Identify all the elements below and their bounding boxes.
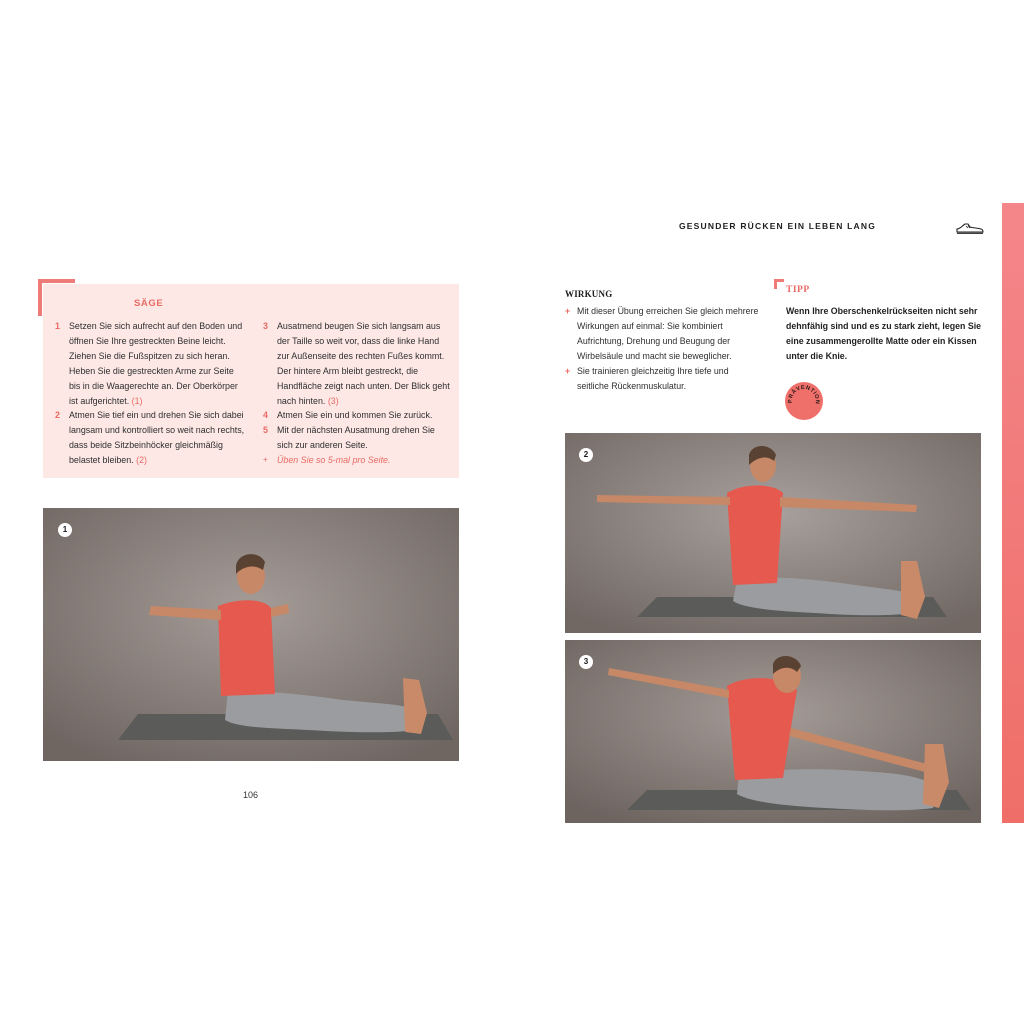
page-number: 106 (243, 790, 259, 800)
photo-1-illustration (43, 508, 459, 761)
wirkung-list (565, 304, 761, 394)
photo-reference: (2) (136, 455, 147, 466)
step-3 (263, 319, 453, 408)
step-number: 5 (263, 425, 268, 436)
exercise-photo-3 (565, 640, 981, 823)
practice-note (263, 453, 453, 468)
step-1 (55, 319, 245, 408)
plus-icon: + (565, 306, 571, 316)
list-item (565, 364, 761, 394)
photo-number-badge: 1 (58, 523, 72, 537)
step-number: 2 (55, 410, 60, 421)
photo-reference: (3) (327, 395, 339, 406)
step-number: 1 (55, 321, 60, 331)
chapter-side-tab (1002, 203, 1024, 823)
badge-text: PRÄVENTION (787, 384, 820, 405)
wirkung-item-text: Sie trainieren gleichzeitig Ihre tiefe und seitliche Rückenmuskulatur. (577, 366, 729, 391)
tipp-label: TIPP (786, 285, 810, 295)
exercise-photo-2 (565, 433, 981, 633)
tipp-text: Wenn Ihre Oberschenkelrückseiten nicht sehr dehnfähig sind und es zu stark zieht, legen Sie eine zusammengerollte Matte oder ein Kissen unter die Knie. (786, 306, 982, 361)
svg-text:PRÄVENTION (788, 385, 820, 405)
steps-column-right (263, 319, 453, 468)
photo-reference: (1) (131, 395, 143, 406)
exercise-title: SÄGE (134, 298, 164, 309)
step-number: 3 (263, 321, 268, 331)
exercise-photo-1 (43, 508, 459, 761)
praevention-badge (785, 382, 823, 420)
photo-3-illustration (565, 640, 981, 823)
step-2 (55, 408, 245, 468)
step-text: Mit der nächsten Ausatmung drehen Sie sich zur anderen Seite. (277, 425, 435, 451)
step-text: Ausatmend beugen Sie sich langsam aus der Taille so weit vor, dass die linke Hand zur Außenseite des rechten Fußes kommt. Der hintere Arm bleibt gestreckt, die Handfläche zeigt nach unten. Der Blick geht nach hinten. (277, 321, 450, 406)
wirkung-heading: WIRKUNG (565, 289, 613, 299)
plus-icon: + (565, 366, 571, 376)
tipp-corner (774, 279, 784, 289)
exercise-box-corner (38, 279, 75, 316)
running-head: GESUNDER RÜCKEN EIN LEBEN LANG (679, 221, 877, 231)
sneaker-icon (956, 221, 984, 235)
practice-text: Üben Sie so 5-mal pro Seite. (277, 455, 391, 466)
photo-number-badge: 3 (579, 655, 593, 669)
plus-icon: + (263, 455, 268, 465)
step-text: Setzen Sie sich aufrecht auf den Boden und öffnen Sie Ihre gestreckten Beine leicht. Ziehen Sie die Fußspitzen zu sich heran. Heben Sie die gestreckten Arme zur Seite bis in die Waagerechte an. Der Oberkörper ist aufgerichtet. (69, 321, 243, 406)
step-number: 4 (263, 410, 268, 421)
list-item (565, 304, 761, 364)
photo-number-badge: 2 (579, 448, 593, 462)
steps-column-left (55, 319, 245, 468)
wirkung-item-text: Mit dieser Übung erreichen Sie gleich mehrere Wirkungen auf einmal: Sie kombiniert Aufrichtung, Drehung und Beugung der Wirbelsäule und macht sie beweglicher. (577, 306, 759, 361)
praevention-badge-art (785, 382, 823, 420)
step-text: Atmen Sie ein und kommen Sie zurück. (277, 410, 433, 421)
photo-2-illustration (565, 433, 981, 633)
step-4 (263, 408, 453, 423)
step-5 (263, 423, 453, 453)
step-text: Atmen Sie tief ein und drehen Sie sich dabei langsam und kontrolliert so weit nach rechts, dass beide Sitzbeinhöcker gleichmäßig belastet bleiben. (69, 410, 245, 466)
